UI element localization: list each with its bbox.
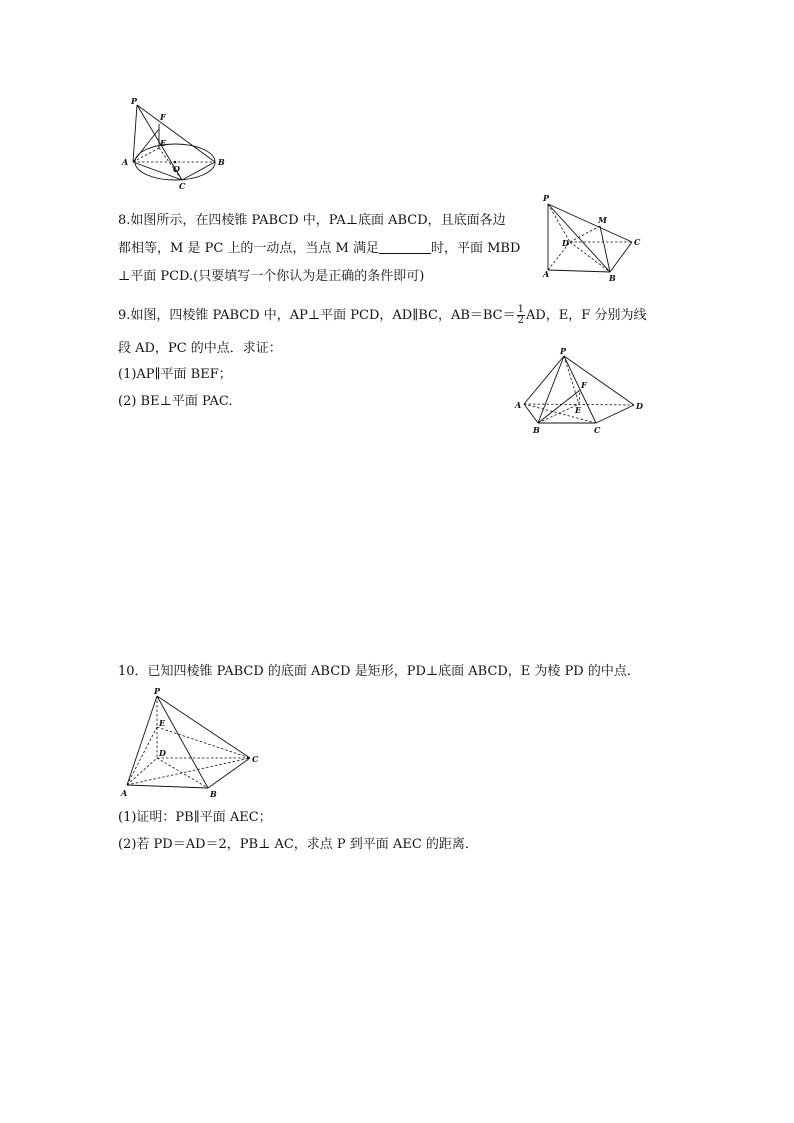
fig10-label-A: A — [121, 788, 128, 798]
q10-part1: (1)证明：PB∥平面 AEC； — [118, 810, 272, 825]
q9-fraction-one-half — [517, 305, 525, 326]
figure-q7-cone — [118, 96, 228, 191]
fig8-label-A: A — [543, 269, 550, 279]
fig10-label-C: C — [252, 754, 259, 764]
q9-line2: 段 AD，PC 的中点．求证： — [118, 341, 282, 356]
fig7-label-F: F — [160, 112, 166, 122]
q8-answer-blank[interactable] — [379, 241, 431, 254]
q9-part2: (2) BE⊥平面 PAC. — [118, 394, 233, 409]
q9-fraction-denominator: 2 — [517, 315, 524, 326]
fig9-label-D: D — [636, 401, 643, 411]
q9-fraction-numerator: 1 — [517, 304, 524, 315]
fig9-label-B: B — [533, 425, 540, 435]
q10-line1: 10．已知四棱锥 PABCD 的底面 ABCD 是矩形，PD⊥底面 ABCD，E 为棱 PD 的中点． — [118, 664, 640, 679]
fig9-label-P: P — [560, 346, 567, 356]
fig8-label-B: B — [609, 273, 616, 283]
fig9-label-C: C — [594, 425, 601, 435]
fig8-label-P: P — [543, 193, 550, 203]
fig7-label-B: B — [218, 157, 225, 167]
q9-line1-start: 9.如图，四棱锥 PABCD 中，AP⊥平面 PCD，AD∥BC，AB＝BC＝ — [118, 308, 516, 323]
q10-part2: (2)若 PD＝AD＝2，PB⊥ AC，求点 P 到平面 AEC 的距离． — [118, 837, 478, 852]
q8-line2-after-blank: 时，平面 MBD — [430, 241, 521, 256]
q9-line1-end: AD，E，F 分别为线 — [526, 308, 647, 323]
fig9-label-E: E — [575, 405, 582, 415]
fig7-label-C: C — [179, 181, 186, 191]
figure-q8-pyramid — [540, 192, 650, 282]
fig7-label-O: O — [173, 164, 180, 174]
fig10-label-P: P — [154, 686, 161, 696]
figure-q9-pyramid — [512, 344, 652, 436]
figure-q10-pyramid — [118, 684, 268, 802]
fig10-label-E: E — [159, 718, 166, 728]
fig10-label-D: D — [159, 748, 166, 758]
q9-line1 — [118, 305, 646, 326]
q8-line2 — [118, 241, 520, 257]
fig8-label-C: C — [634, 237, 641, 247]
fig7-label-A: A — [122, 157, 129, 167]
fig8-label-M: M — [598, 215, 607, 225]
fig8-label-D: D — [562, 238, 569, 248]
q8-line2-before-blank: 都相等，M 是 PC 上的一动点，当点 M 满足 — [118, 241, 379, 256]
q9-part1: (1)AP∥平面 BEF； — [118, 367, 232, 382]
fig7-label-P: P — [131, 96, 138, 106]
q8-line1: 8.如图所示，在四棱锥 PABCD 中，PA⊥底面 ABCD，且底面各边 — [118, 213, 506, 228]
fig7-label-E: E — [160, 138, 167, 148]
q8-line3: ⊥平面 PCD.(只要填写一个你认为是正确的条件即可) — [118, 269, 425, 284]
fig10-label-B: B — [210, 789, 217, 799]
fig9-label-F: F — [581, 380, 587, 390]
fig9-label-A: A — [515, 400, 522, 410]
